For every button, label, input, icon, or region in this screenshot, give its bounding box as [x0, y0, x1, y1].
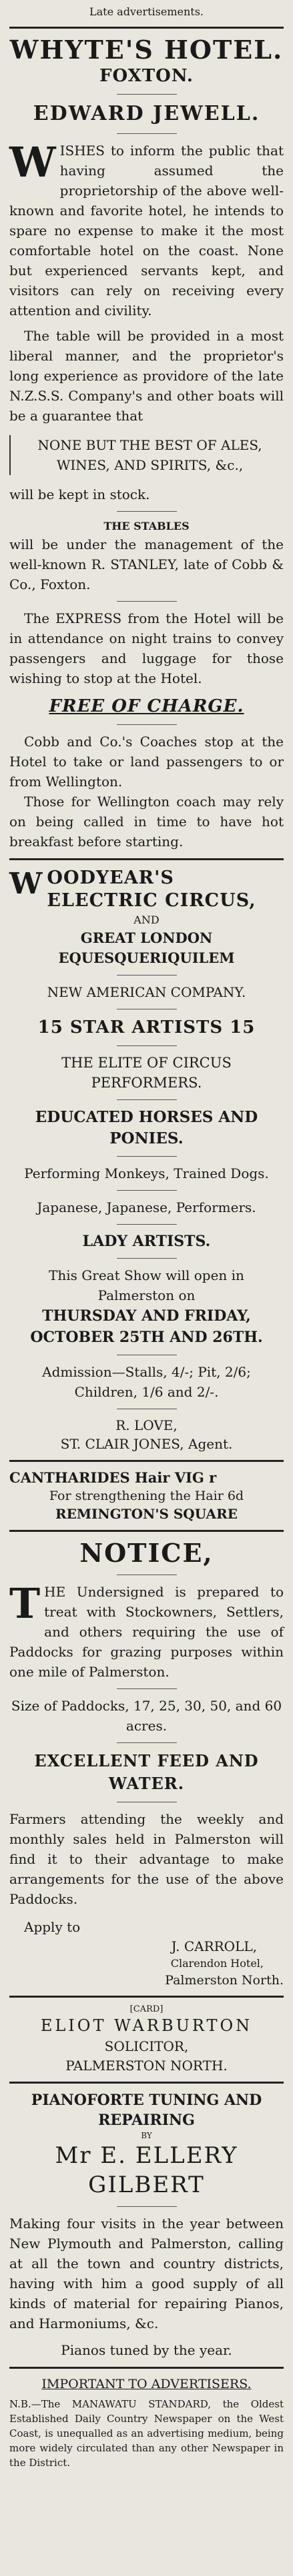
notice-sizes: Size of Paddocks, 17, 25, 30, 50, and 60 acres.	[11, 1698, 282, 1734]
card-role: SOLICITOR,	[104, 2038, 189, 2054]
circus-elite: THE ELITE OF CIRCUS PERFORMERS.	[61, 1055, 232, 1091]
card-town: PALMERSTON NORTH.	[65, 2058, 228, 2074]
circus-stars: 15 STAR ARTISTS 15	[37, 1017, 256, 1037]
circus-title: WOODYEAR'S ELECTRIC CIRCUS,	[9, 867, 256, 911]
circus-japanese: Japanese, Japanese, Performers.	[37, 1199, 256, 1215]
divider	[9, 1530, 284, 1532]
divider	[9, 858, 284, 860]
divider	[9, 1996, 284, 1998]
piano-year: Pianos tuned by the year.	[61, 2342, 232, 2358]
hotel-paragraph: Cobb and Co.'s Coaches stop at the Hotel to take or land passengers to or from Wellington.	[9, 734, 284, 790]
divider	[117, 601, 177, 602]
divider	[117, 1156, 177, 1157]
solicitor-card	[9, 2004, 284, 2075]
advertisers-title: IMPORTANT TO ADVERTISERS.	[41, 2377, 252, 2391]
section-heading: Late advertisements.	[89, 5, 204, 18]
circus-horses: EDUCATED HORSES AND PONIES.	[35, 1108, 258, 1147]
notice-apply: Apply to	[24, 1919, 81, 1935]
hotel-advert	[9, 35, 284, 852]
remington-line: REMINGTON'S SQUARE	[55, 1506, 238, 1522]
advertisers-notice	[9, 2375, 284, 2470]
stables-heading: THE STABLES	[103, 520, 190, 532]
notice-advert	[9, 1539, 284, 1989]
piano-title: REPAIRING	[98, 2112, 195, 2129]
divider	[117, 511, 177, 512]
notice-paragraph: Farmers attending the weekly and monthly sales held in Palmerston will find it to their advantage to make arrangements for the use of the above Paddocks.	[9, 1811, 284, 1907]
circus-dates: THURSDAY AND FRIDAY, OCTOBER 25TH AND 26TH.	[30, 1307, 263, 1346]
piano-name: Mr E. ELLERY GILBERT	[55, 2142, 238, 2198]
notice-signer-hotel: Clarendon Hotel,	[170, 1957, 264, 1970]
card-name: ELIOT WARBURTON	[40, 2016, 253, 2035]
circus-signer: ST. CLAIR JONES, Agent.	[60, 1436, 233, 1452]
divider	[117, 133, 177, 134]
card-tag: [CARD]	[129, 2004, 164, 2014]
piano-paragraph: Making four visits in the year between New Plymouth and Palmerston, calling at all the town and country districts, having with him a good supply of all kinds of material for repairing Pianos, and Harmoniums, &c.	[9, 2216, 284, 2331]
circus-signer: R. LOVE,	[115, 1417, 178, 1433]
divider	[117, 1190, 177, 1191]
circus-monkeys: Performing Monkeys, Trained Dogs.	[24, 1165, 269, 1181]
hotel-paragraph: Those for Wellington coach may rely on being called in time to have hot breakfast before starting.	[9, 794, 284, 850]
divider	[117, 1258, 177, 1259]
drop-cap: T	[9, 1579, 41, 1628]
divider	[9, 27, 284, 29]
divider	[117, 724, 177, 725]
circus-advert	[9, 867, 284, 1453]
divider	[117, 1742, 177, 1743]
hotel-paragraph: will be under the management of the well-known R. STANLEY, late of Cobb & Co., Foxton.	[9, 536, 284, 592]
and-label: AND	[133, 914, 160, 926]
notice-paragraph: THE Undersigned is prepared to treat with Stockowners, Settlers, and others requiring the use of Paddocks for grazing purposes within one mile of Palmerston.	[9, 1579, 284, 1680]
remington-advert	[9, 1469, 284, 1523]
circus-ladies: LADY ARTISTS.	[82, 1233, 211, 1250]
circus-company: NEW AMERICAN COMPANY.	[47, 984, 246, 1000]
circus-admission: Admission—Stalls, 4/-; Pit, 2/6; Children, 1/6 and 2/-.	[42, 1364, 251, 1400]
hotel-paragraph: The EXPRESS from the Hotel will be in attendance on night trains to convey passengers and luggage for those wishing to stop at the Hotel.	[9, 610, 284, 686]
drop-cap: W	[9, 138, 56, 187]
circus-open: This Great Show will open in Palmerston on	[49, 1267, 244, 1303]
hotel-paragraph: The table will be provided in a most liberal manner, and the proprietor's long experience as providore of the late N.Z.S.S. Company's and other boats will be a guarantee that	[9, 328, 284, 424]
remington-line: For strengthening the Hair 6d	[49, 1489, 244, 1503]
hotel-paragraph: will be kept in stock.	[9, 486, 150, 502]
divider	[9, 2082, 284, 2084]
hotel-proprietor: EDWARD JEWELL.	[33, 102, 260, 125]
piano-title: PIANOFORTE TUNING AND	[31, 2092, 262, 2109]
divider	[117, 1224, 177, 1225]
remington-line: CANTHARIDES Hair VIG r	[9, 1469, 217, 1486]
divider	[9, 1460, 284, 1462]
drop-cap: W	[9, 867, 43, 901]
hotel-place: FOXTON.	[99, 66, 194, 86]
divider	[117, 1045, 177, 1046]
hotel-paragraph: WISHES to inform the public that having assumed the proprietorship of the above well-known and favorite hotel, he intends to spare no expense to make it the most comfortable hotel on the coast. None but experienced servants kept, and visitors can rely on receiving every attention and civility.	[9, 138, 284, 319]
notice-feed: EXCELLENT FEED AND WATER.	[34, 1751, 259, 1793]
circus-subtitle: GREAT LONDON EQUESQUERIQUILEM	[58, 930, 235, 966]
piano-advert	[9, 2090, 284, 2360]
notice-title: NOTICE,	[79, 1538, 214, 1568]
divider	[117, 2206, 177, 2207]
notice-signer: J. CARROLL,	[171, 1938, 257, 1954]
free-of-charge: FREE OF CHARGE.	[49, 696, 244, 716]
notice-signer-town: Palmerston North.	[165, 1973, 284, 1988]
advertisers-paragraph: N.B.—The MANAWATU STANDARD, the Oldest Established Daily Country Newspaper on the West Coast, is unequalled as an advertising medium, being more widely circulated than any other Newspaper in the District.	[9, 2398, 284, 2469]
hotel-stock-note: NONE BUT THE BEST OF ALES, WINES, AND SPIRITS, &c.,	[9, 435, 284, 475]
divider	[117, 94, 177, 95]
hotel-title: WHYTE'S HOTEL.	[9, 35, 284, 65]
divider	[117, 1688, 177, 1689]
divider	[9, 2367, 284, 2369]
divider	[117, 1099, 177, 1100]
piano-by: BY	[141, 2131, 152, 2140]
